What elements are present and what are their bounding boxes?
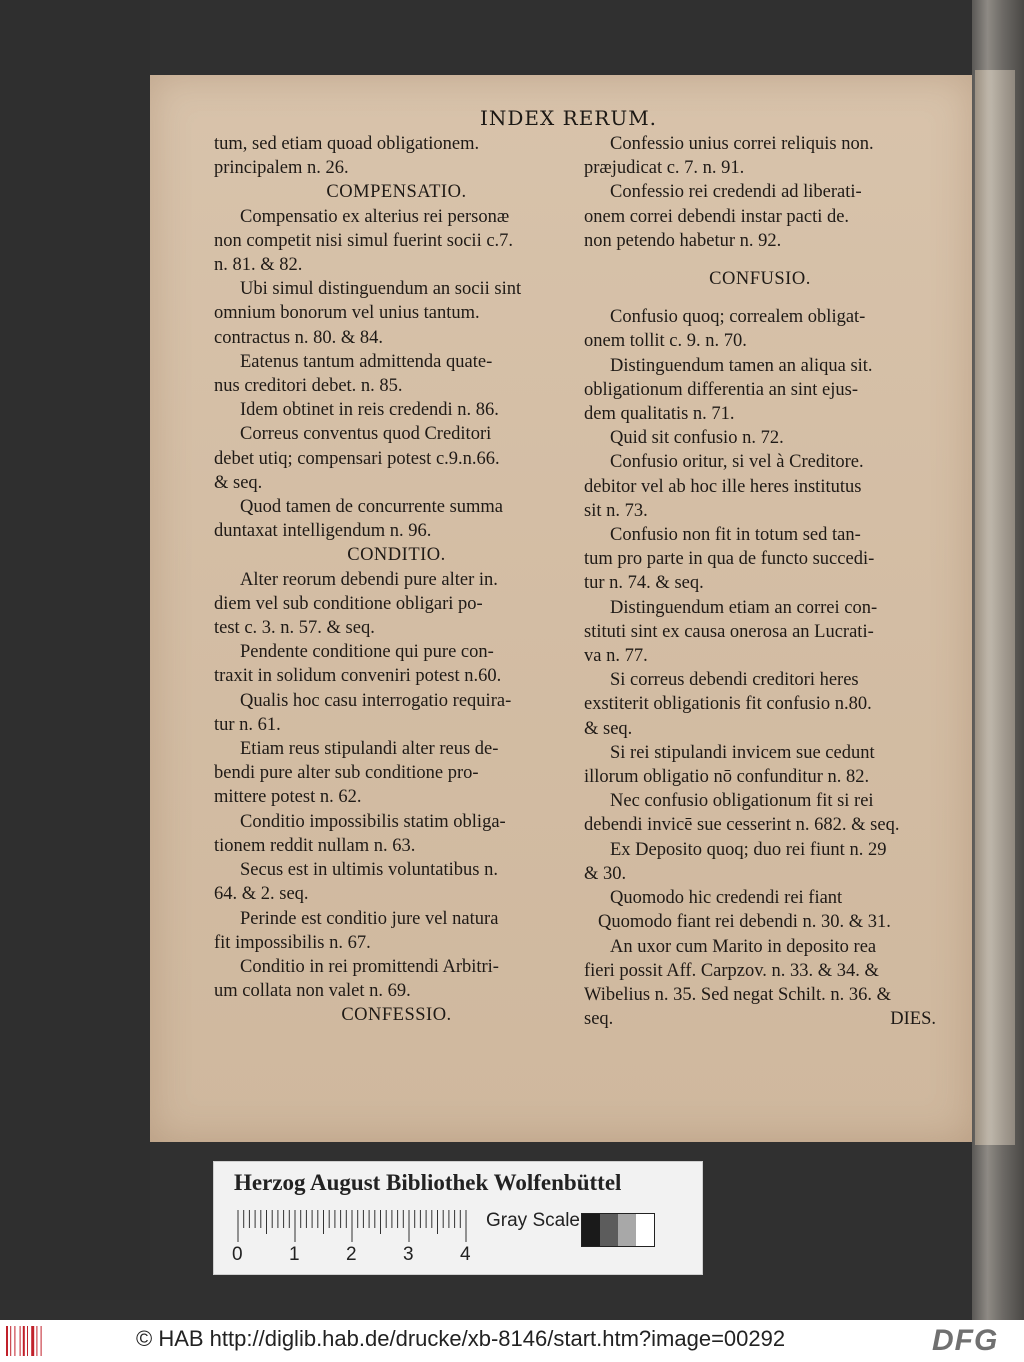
index-line: debitor vel ab hoc ille heres institutus [584, 476, 862, 497]
barcode-bar [31, 1326, 34, 1356]
index-heading: CONFUSIO. [709, 269, 811, 290]
index-line: Si correus debendi creditori heres [610, 670, 859, 691]
index-line: Si rei stipulandi invicem sue cedunt [610, 742, 875, 763]
barcode-bar [41, 1326, 42, 1356]
index-line: Correus conventus quod Creditori [240, 424, 492, 445]
index-line: n. 81. & 82. [214, 255, 303, 276]
index-line: Confusio quoq; correalem obligat- [610, 307, 866, 328]
index-heading: CONFESSIO. [341, 1005, 452, 1026]
index-line: Quid sit confusio n. 72. [610, 428, 784, 449]
index-line: diem vel sub conditione obligari po- [214, 593, 483, 614]
index-line: nus creditori debet. n. 85. [214, 376, 403, 397]
index-line: Secus est in ultimis voluntatibus n. [240, 860, 498, 881]
index-line: & seq. [584, 718, 633, 739]
index-line: tur n. 61. [214, 714, 281, 735]
index-line: tionem reddit nullam n. 63. [214, 835, 416, 856]
index-line: bendi pure alter sub conditione pro- [214, 763, 479, 784]
ruler-number: 4 [460, 1244, 471, 1265]
index-line: Confessio unius correi reliquis non. [610, 134, 874, 154]
index-line: Etiam reus stipulandi alter reus de- [240, 739, 499, 760]
index-line: stituti sint ex causa onerosa an Lucrati- [584, 621, 874, 642]
index-line: test c. 3. n. 57. & seq. [214, 618, 375, 639]
index-line: 64. & 2. seq. [214, 884, 309, 905]
index-line: debendi invicē sue cesserint n. 682. & seq. [584, 815, 900, 836]
index-line: fieri possit Aff. Carpzov. n. 33. & 34. & [584, 960, 879, 981]
barcode-icon [6, 1326, 46, 1356]
index-line: Wibelius n. 35. Sed negat Schilt. n. 36. & [584, 984, 892, 1005]
index-heading: CONDITIO. [347, 545, 446, 566]
measure-ruler [236, 1210, 474, 1242]
index-line: omnium bonorum vel unius tantum. [214, 303, 480, 324]
index-line: obligationum differentia an sint ejus- [584, 379, 859, 400]
index-line: Ex Deposito quoq; duo rei fiunt n. 29 [610, 839, 887, 860]
index-line: principalem n. 26. [214, 158, 349, 179]
index-line: Compensatio ex alterius rei personæ [240, 206, 510, 227]
barcode-bar [36, 1326, 37, 1356]
index-line: exstiterit obligationis fit confusio n.80. [584, 694, 872, 715]
index-line: seq. [584, 1009, 614, 1030]
index-line: An uxor cum Marito in deposito rea [610, 936, 877, 957]
index-line: tum pro parte in qua de functo succedi- [584, 549, 875, 570]
index-line-catchword [584, 1007, 936, 1031]
index-line: va n. 77. [584, 646, 648, 667]
library-name: Herzog August Bibliothek Wolfenbüttel [234, 1170, 622, 1195]
index-line: onem tollit c. 9. n. 70. [584, 331, 747, 352]
index-line: Alter reorum debendi pure alter in. [240, 569, 498, 590]
barcode-bar [27, 1326, 28, 1356]
index-line: Confusio non fit in totum sed tan- [610, 525, 861, 546]
index-line: duntaxat intelligendum n. 96. [214, 521, 432, 542]
gray-swatch [600, 1214, 618, 1246]
index-line: tum, sed etiam quoad obligationem. [214, 134, 480, 154]
barcode-bar [10, 1326, 11, 1356]
index-heading: COMPENSATIO. [326, 182, 467, 203]
index-line: Quomodo fiant rei debendi n. 30. & 31. [598, 912, 891, 933]
index-line: Pendente conditione qui pure con- [240, 642, 494, 663]
index-line: Conditio impossibilis statim obliga- [240, 811, 506, 832]
ruler-numbers [232, 1244, 482, 1266]
index-line: Quod tamen de concurrente summa [240, 497, 504, 518]
library-label-card [213, 1161, 703, 1275]
gray-scale-swatches [581, 1213, 655, 1247]
left-column [214, 132, 579, 1028]
gray-swatch [636, 1214, 654, 1246]
scan-background-left [0, 0, 150, 1300]
index-line: contractus n. 80. & 84. [214, 327, 384, 348]
index-line: Ubi simul distinguendum an socii sint [240, 279, 522, 300]
index-line: Idem obtinet in reis credendi n. 86. [240, 400, 499, 421]
copyright-url[interactable]: © HAB http://diglib.hab.de/drucke/xb-8146/start.htm?image=00292 [136, 1326, 786, 1351]
barcode-bar [20, 1326, 21, 1356]
barcode-bar [6, 1326, 8, 1356]
page-header: INDEX RERUM. [480, 106, 658, 130]
index-line: tur n. 74. & seq. [584, 573, 704, 594]
index-line: mittere potest n. 62. [214, 787, 362, 808]
index-line: Distinguendum tamen an aliqua sit. [610, 355, 873, 376]
index-line: um collata non valet n. 69. [214, 981, 411, 1002]
gray-scale-label: Gray Scale [486, 1210, 580, 1231]
dfg-logo: DFG [932, 1324, 999, 1357]
index-line: Perinde est conditio jure vel natura [240, 908, 499, 929]
index-line: & seq. [214, 472, 263, 493]
ruler-number: 2 [346, 1244, 357, 1265]
ruler-number: 0 [232, 1244, 243, 1265]
gray-swatch [618, 1214, 636, 1246]
barcode-bar [23, 1326, 25, 1356]
right-column [584, 132, 936, 1031]
index-line: Confessio rei credendi ad liberati- [610, 182, 862, 203]
catchword: DIES. [890, 1009, 936, 1030]
ruler-number: 1 [289, 1244, 300, 1265]
barcode-bar [14, 1326, 15, 1356]
index-line: non petendo habetur n. 92. [584, 230, 782, 251]
index-line: fit impossibilis n. 67. [214, 932, 371, 953]
index-line: & 30. [584, 863, 627, 884]
index-line: non competit nisi simul fuerint socii c.7. [214, 230, 514, 251]
index-line: Quomodo hic credendi rei fiant [610, 888, 843, 909]
next-page-edge [975, 70, 1015, 1145]
ruler-number: 3 [403, 1244, 414, 1265]
index-line: Nec confusio obligationum fit si rei [610, 791, 874, 812]
index-line: sit n. 73. [584, 500, 648, 521]
index-line: Conditio in rei promittendi Arbitri- [240, 956, 499, 977]
index-line: onem correi debendi instar pacti de. [584, 206, 850, 227]
gray-swatch [582, 1214, 600, 1246]
index-line: Eatenus tantum admittenda quate- [240, 351, 493, 372]
index-line: præjudicat c. 7. n. 91. [584, 158, 745, 179]
index-line: debet utiq; compensari potest c.9.n.66. [214, 448, 500, 469]
index-line: Distinguendum etiam an correi con- [610, 597, 878, 618]
index-line: traxit in solidum conveniri potest n.60. [214, 666, 502, 687]
index-line: Confusio oritur, si vel à Creditore. [610, 452, 864, 473]
index-line: illorum obligatio nō confunditur n. 82. [584, 767, 870, 788]
index-line: dem qualitatis n. 71. [584, 404, 735, 425]
index-line: Qualis hoc casu interrogatio requira- [240, 690, 512, 711]
